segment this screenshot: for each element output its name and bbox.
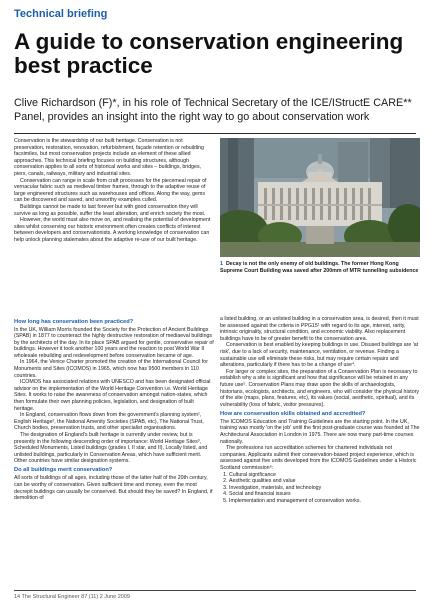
figure-number: 1 xyxy=(220,261,223,267)
intro-text xyxy=(14,138,214,244)
courthouse-image xyxy=(220,138,420,257)
section-heading: How are conservation skills obtained and accredited? xyxy=(220,410,366,417)
body-paragraph: In 1964, the Venice Charter promoted the creation of the International Council for Monuments and Sites (ICOMOS) in 1965, which now has 9500 members in 110 countries. xyxy=(14,359,208,379)
intro-paragraph: However, the world must also move on, and realising the potential of development sites whilst conserving our historic environment often creates conflicts of interest between developers and conservationists. A working knowledge of conservation can help unlock planning stalemates about the adaptive re-use of our built heritage. xyxy=(14,217,211,243)
body-paragraph: Conservation is best enabled by keeping buildings in use. Disused buildings are 'at risk', due to a lack of security, maintenance, ventilation, or revenue. Finding a sustainable use will eliminate these risks, but may require certain repairs and alterations, particularly if there has to be a change of use⁴. xyxy=(220,342,419,369)
figure-caption xyxy=(220,261,420,274)
list-item: 1. Cultural significance xyxy=(229,472,420,479)
body-paragraph: The ICOMOS Education and Training Guidelines are the starting point. In the UK, training was mostly 'on the job' until the first post-graduate course was founded at The Architectural Association in London in 1975. There are now many part-time courses nationally. xyxy=(220,418,420,445)
body-paragraph: In England, conservation flows down from the government's planning system¹, English Heritage², the National Amenity Societies (SPAB, etc), The National Trust, Church bodies, preservation trusts, and other specialist organisations. xyxy=(14,412,204,432)
header-rule xyxy=(14,133,416,134)
intro-paragraph: Conservation can range in scale from craft processes for the piecemeal repair of vernacular fabric such as medieval timber frames, through to the adaptive reuse of large engineered structures such as warehouses and offices. Along the way, gems can be discovered and saved, and unworthy examples culled. xyxy=(14,177,207,204)
intro-paragraph: Buildings cannot be made to last forever but with good conservation they will survive as long as possible, suffer the least alteration, and enrich society the most. xyxy=(14,203,206,217)
right-column xyxy=(220,316,420,505)
accreditation-units-list xyxy=(220,472,420,505)
body-paragraph: ICOMOS has associated relations with UNESCO and has been designated official advisor on the implementation of the World Heritage Convention i.e. World Heritage Sites. It works to raise the awareness of conservation amongst nation-states, which then formulate their own planning policies, legislation, and designation of built heritage. xyxy=(14,379,211,412)
body-paragraph: For larger or complex sites, the preparation of a Conservation Plan is necessary to establish why a site is significant and how that significance will be retained in any future use⁵. Conservation Plans may draw upon the skills of archaeologists, historians, ecologists, architects, and engineers, who will consider the physical history of the site (maps, plans, features, etc), its values (social, aesthetic, spiritual), and its vulnerability (loss of fabric, visitor pressures). xyxy=(220,368,420,408)
list-item: 5. Implementation and management of conservation works. xyxy=(229,498,420,505)
footer-rule xyxy=(14,590,416,591)
section-heading: Do all buildings merit conservation? xyxy=(14,467,113,474)
section-tag: Technical briefing xyxy=(14,8,108,20)
body-paragraph: The designation of England's built heritage is currently under review, but is presently in the following descending order of importance: World Heritage Sites³, Scheduled Monuments, Listed buildings (grades I, II star, and II), Locally listed, and unlisted buildings, particularly in Conservation Areas, which have sufficient merit. Other countries have similar designation systems. xyxy=(14,432,208,465)
body-paragraph: In the UK, William Morris founded the Society for the Protection of Ancient Buildings (SPAB) in 1877 to counteract the highly destructive restoration of mediaeval buildings by the architects of the day. In its place SPAB argued for gentle, conservative repair of buildings. However it took another 100 years and the reaction to post World War II wholesale rebuilding and redevelopment before conservation became of age. xyxy=(14,326,214,359)
left-column xyxy=(14,316,214,502)
list-item: 4. Social and financial issues xyxy=(229,491,420,498)
list-item: 3. Investigation, materials, and technology xyxy=(229,485,420,492)
body-paragraph: a listed building, or an unlisted building in a conservation area, is desired, then it must be assessed against the criteria in PPG15¹ with regard to its age, interest, rarity, intrinsic originality, structural condition, and economic viability. Also replacement buildings have to be of greater benefit to the conservation area. xyxy=(220,316,419,342)
body-paragraph: The professions run accreditation schemes for chartered individuals not companies. Applicants submit their conservation-based project experience, which is assessed against five units developed from the ICOMOS Guidelines under a Historic Scotland commission⁶: xyxy=(220,445,417,471)
intro-paragraph: Conservation is the stewardship of our built heritage. Conservation is not preservation, restoration, renovation, refurbishment, façade retention or rebuilding facsimiles, but most conservation projects include an element of these allied approaches. This technical briefing focuses on building structures, although conservation applies to all sorts of historical works and sites – buildings, bridges, piers, canals, railways, military and industrial sites. xyxy=(14,138,204,177)
figure-photo xyxy=(220,138,420,257)
list-item: 2. Aesthetic qualities and value xyxy=(229,478,420,485)
standfirst: Clive Richardson (F)*, in his role of Technical Secretary of the ICE/IStructE CARE** Panel, provides an insight into the right way to go about conservation work xyxy=(14,97,412,123)
figure-caption-text: Decay is not the only enemy of old buildings. The former Hong Kong Supreme Court Building was saved after 200mm of MTR tunnelling subsidence xyxy=(220,261,419,274)
body-paragraph: All sorts of buildings of all ages, including those of the latter half of the 20th century, can be worthy of conservation. Given sufficient time and money, even the most decrepit buildings can usually be conserved. But should they be saved? In England, if demolition of xyxy=(14,475,213,502)
page-title: A guide to conservation engineering best practice xyxy=(14,29,404,78)
page-footer: 14 The Structural Engineer 87 (11) 2 June 2009 xyxy=(14,594,130,600)
section-heading: How long has conservation been practiced? xyxy=(14,318,134,325)
